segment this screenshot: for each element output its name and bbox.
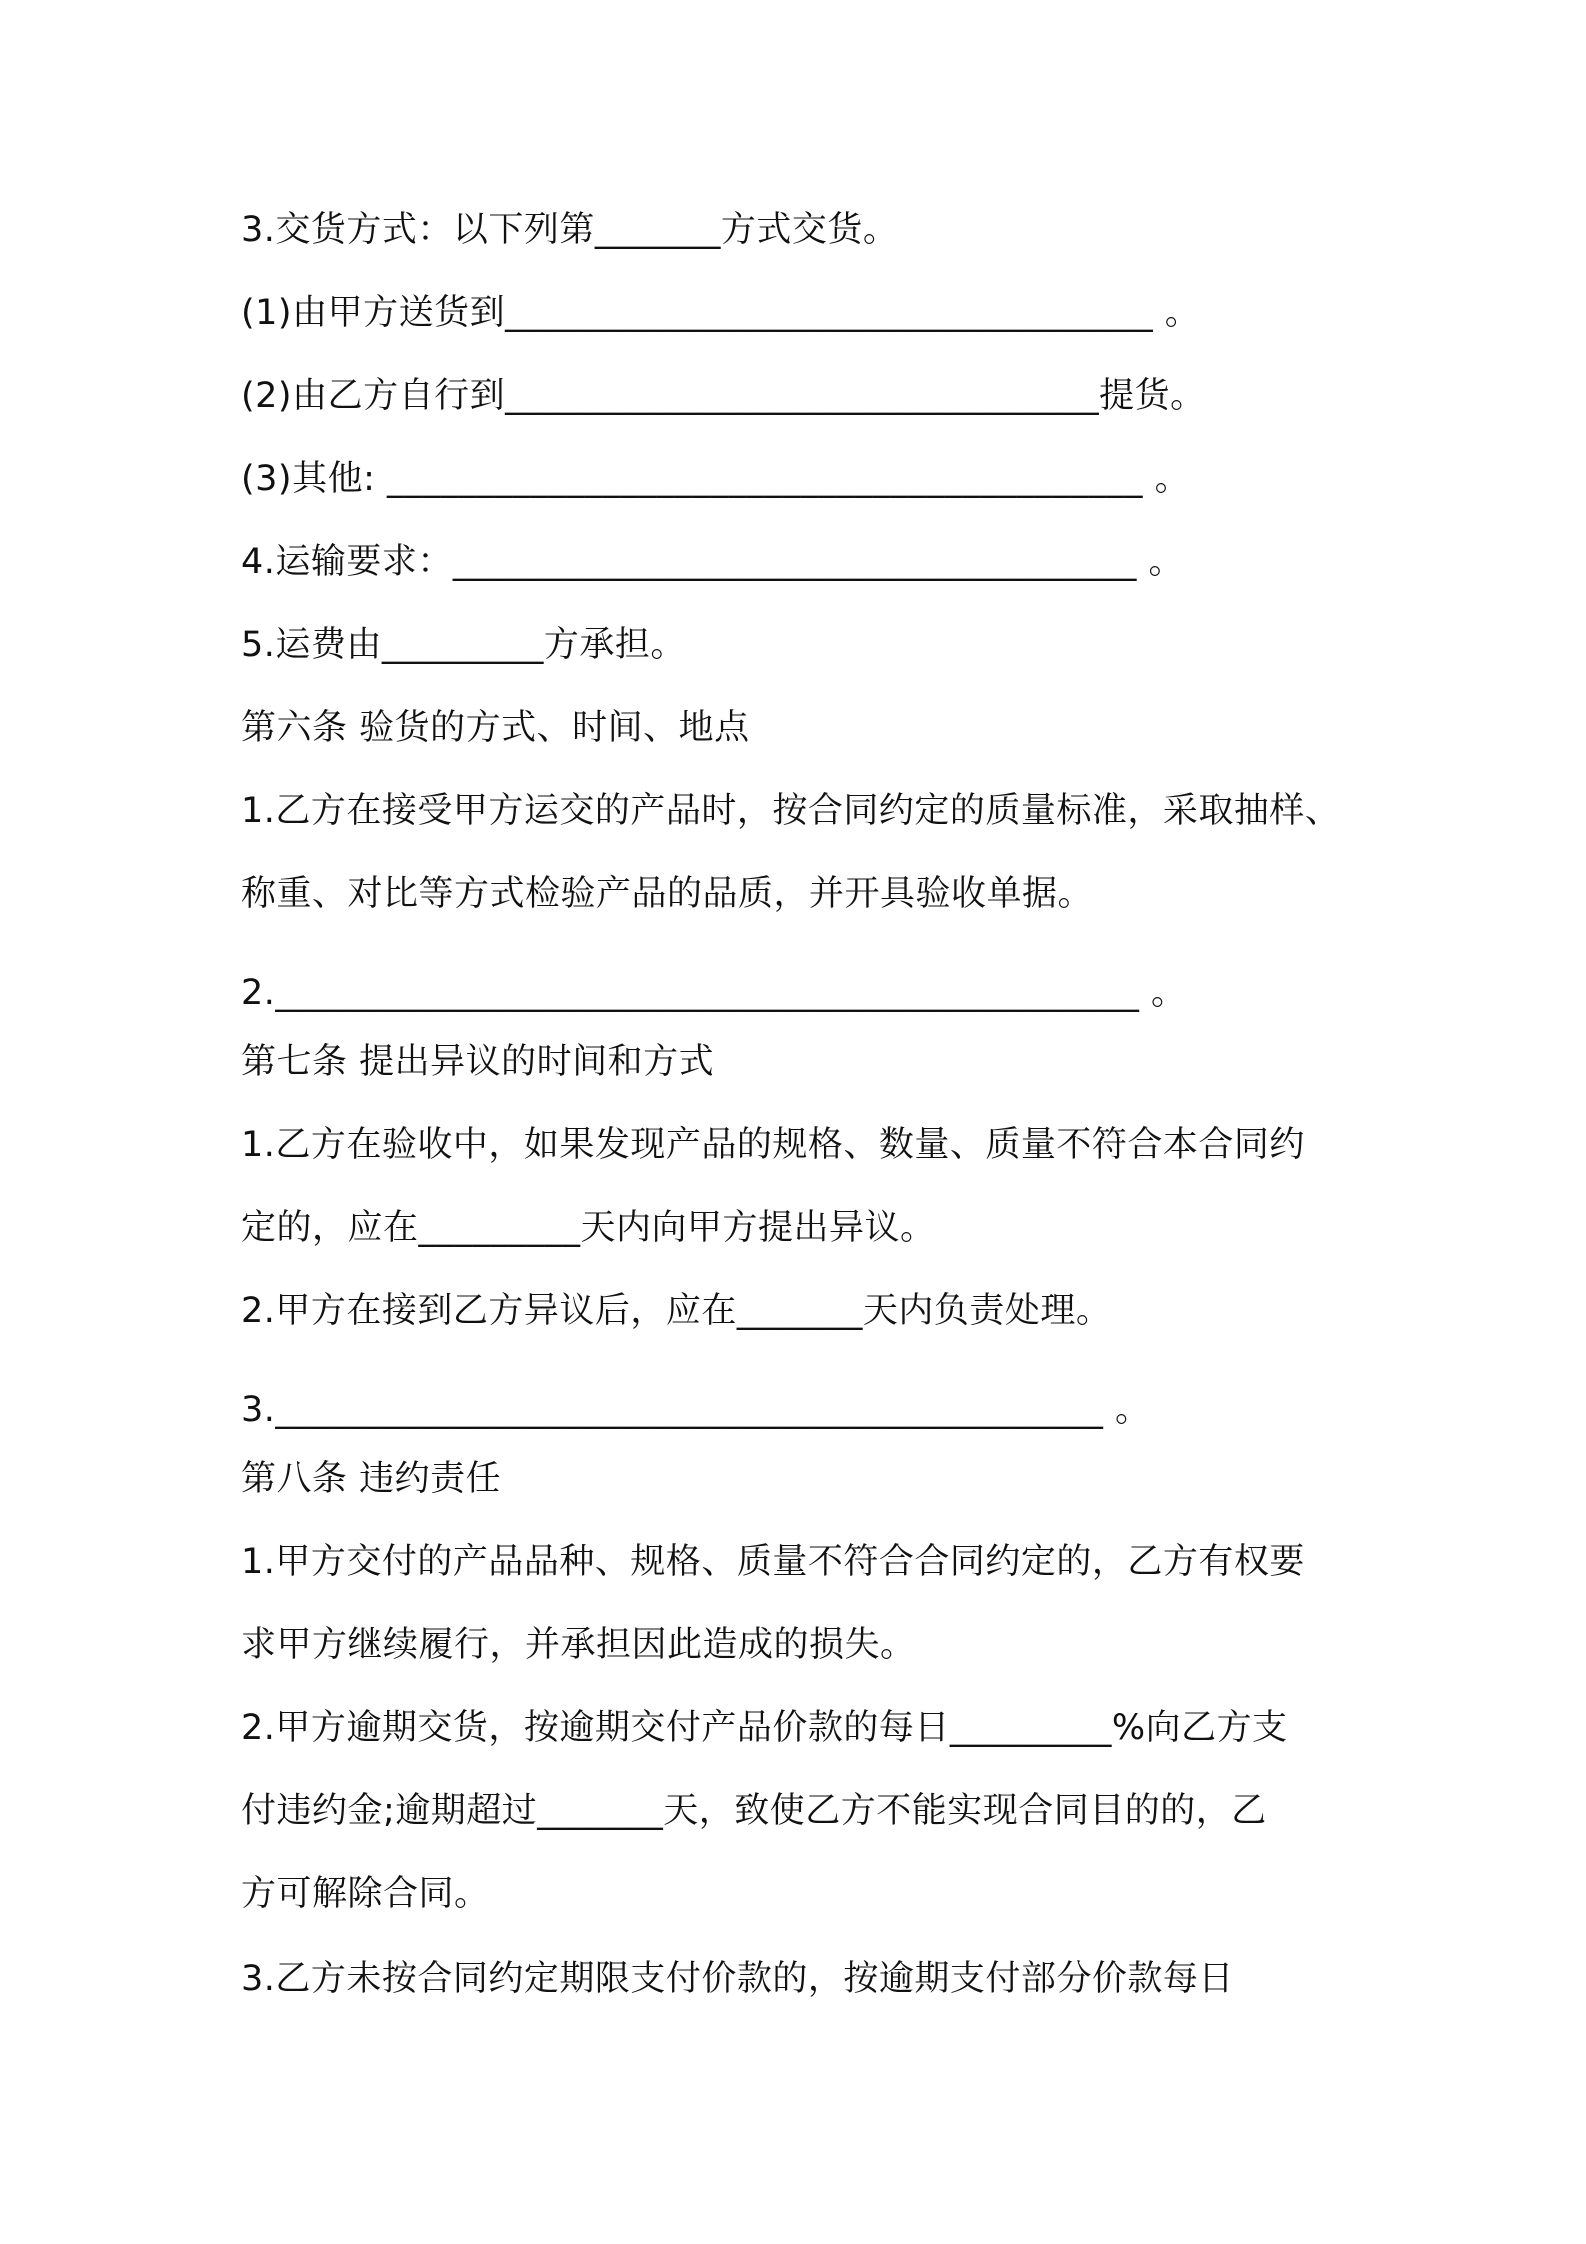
article-8-item-2-line-1: 2.甲方逾期交货，按逾期交付产品价款的每日_________%向乙方支	[241, 1708, 1288, 1748]
article-7-item-1-line-2: 定的，应在_________天内向甲方提出异议。	[241, 1208, 936, 1248]
delivery-option-2: (2)由乙方自行到_________________________________提货。	[241, 376, 1206, 416]
article-6-item-2: 2.________________________________________________ 。	[241, 973, 1187, 1013]
article-8-item-1-line-2: 求甲方继续履行，并承担因此造成的损失。	[241, 1625, 916, 1665]
article-6-item-1-line-1: 1.乙方在接受甲方运交的产品时，按合同约定的质量标准，采取抽样、	[241, 791, 1341, 831]
freight-bearer: 5.运费由_________方承担。	[241, 625, 686, 665]
article-8-heading: 第八条 违约责任	[241, 1459, 502, 1499]
article-7-heading: 第七条 提出异议的时间和方式	[241, 1042, 715, 1082]
article-6-item-1-line-2: 称重、对比等方式检验产品的品质，并开具验收单据。	[241, 874, 1094, 914]
delivery-option-1: (1)由甲方送货到____________________________________ 。	[241, 293, 1201, 333]
article-7-item-3: 3.______________________________________________ 。	[241, 1390, 1151, 1430]
article-8-item-2-line-3: 方可解除合同。	[241, 1874, 490, 1914]
clause-5-item-3-delivery-method: 3.交货方式：以下列第_______方式交货。	[241, 210, 899, 250]
article-8-item-2-line-2: 付违约金;逾期超过_______天，致使乙方不能实现合同目的的，乙	[241, 1791, 1267, 1831]
article-7-item-2: 2.甲方在接到乙方异议后，应在_______天内负责处理。	[241, 1291, 1112, 1331]
article-6-heading: 第六条 验货的方式、时间、地点	[241, 708, 750, 748]
transport-requirements: 4.运输要求：______________________________________ 。	[241, 542, 1185, 582]
article-8-item-1-line-1: 1.甲方交付的产品品种、规格、质量不符合合同约定的，乙方有权要	[241, 1542, 1305, 1582]
delivery-option-3: (3)其他: __________________________________________ 。	[241, 459, 1191, 499]
article-7-item-1-line-1: 1.乙方在验收中，如果发现产品的规格、数量、质量不符合本合同约	[241, 1125, 1305, 1165]
article-8-item-3-line-1: 3.乙方未按合同约定期限支付价款的，按逾期支付部分价款每日	[241, 1959, 1234, 1999]
